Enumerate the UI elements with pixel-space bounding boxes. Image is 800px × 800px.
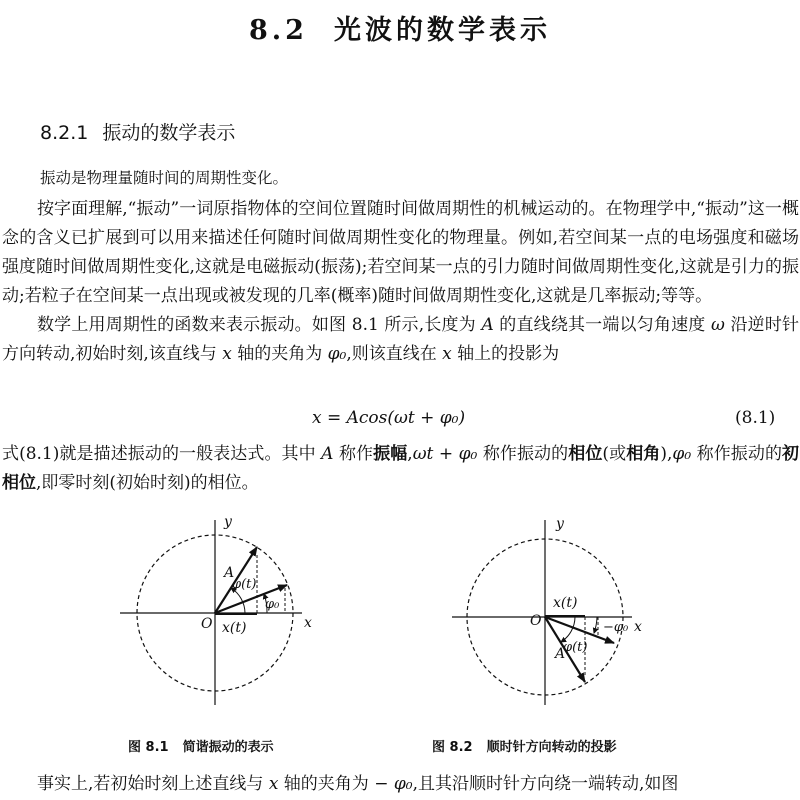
label-phi0: −φ₀ [603, 620, 629, 635]
label-phase: φ(t) [563, 640, 588, 655]
title-text: 光波的数学表示 [333, 15, 551, 46]
lead-sentence: 振动是物理量随时间的周期性变化。 [40, 169, 289, 187]
figure-8-2-diagram [452, 516, 642, 705]
label-origin: O [201, 616, 213, 632]
label-x: x [304, 615, 312, 631]
label-amplitude: A [224, 565, 235, 581]
paragraph-4: 事实上,若初始时刻上述直线与 x 轴的夹角为 − φ₀,且其沿顺时针方向绕一端转动,如图 [37, 774, 679, 794]
section-text: 振动的数学表示 [102, 122, 236, 144]
figures [0, 510, 800, 730]
section-heading [40, 118, 235, 145]
equation-text: x = Acos(ωt + φ₀) [312, 408, 466, 428]
figure-8-1-caption: 图 8.1 简谐振动的表示 [128, 740, 274, 755]
body-text-bottom [2, 770, 799, 799]
phase-arc [561, 617, 575, 642]
figure-8-2-caption: 图 8.2 顺时针方向转动的投影 [432, 740, 617, 755]
label-y: y [556, 516, 564, 532]
figure-8-1-diagram [120, 514, 312, 705]
label-x: x [634, 619, 642, 635]
initial-phase-arc [594, 617, 597, 633]
equation-8-1 [0, 408, 800, 434]
equation-tag: (8.1) [735, 408, 776, 428]
title-number: 8.2 [249, 15, 308, 46]
section-number: 8.2.1 [40, 122, 89, 144]
label-projection: x(t) [222, 620, 247, 636]
label-amplitude: A [555, 646, 566, 662]
paragraph-2: 数学上用周期性的函数来表示振动。如图 8.1 所示,长度为 A 的直线绕其一端以匀角速度 ω 沿逆时针方向转动,初始时刻,该直线与 x 轴的夹角为 φ₀,则该直线在 x 轴上的投影为 [2, 315, 800, 364]
label-origin: O [530, 613, 542, 629]
body-text-top [2, 195, 799, 369]
paragraph-1: 按字面理解,“振动”一词原指物体的空间位置随时间做周期性的机械运动的。在物理学中,“振动”这一概念的含义已扩展到可以用来描述任何随时间做周期性变化的物理量。例如,若空间某一点的电场强度和磁场强度随时间做周期性变化,这就是电磁振动(振荡);若空间某一点的引力随时间做周期性变化,这就是引力的振动;若粒子在空间某一点出现或被发现的几率(概率)随时间做周期性变化,这就是几率振动;等等。 [2, 199, 799, 306]
label-projection: x(t) [553, 595, 578, 611]
label-phase: φ(t) [232, 577, 257, 592]
label-phi0: φ₀ [265, 597, 280, 612]
body-text-middle [2, 440, 799, 498]
page-title [0, 8, 800, 47]
paragraph-3: 式(8.1)就是描述振动的一般表达式。其中 A 称作振幅,ωt + φ₀ 称作振动的相位(或相角),φ₀ 称作振动的初相位,即零时刻(初始时刻)的相位。 [2, 444, 800, 493]
label-y: y [224, 514, 232, 530]
